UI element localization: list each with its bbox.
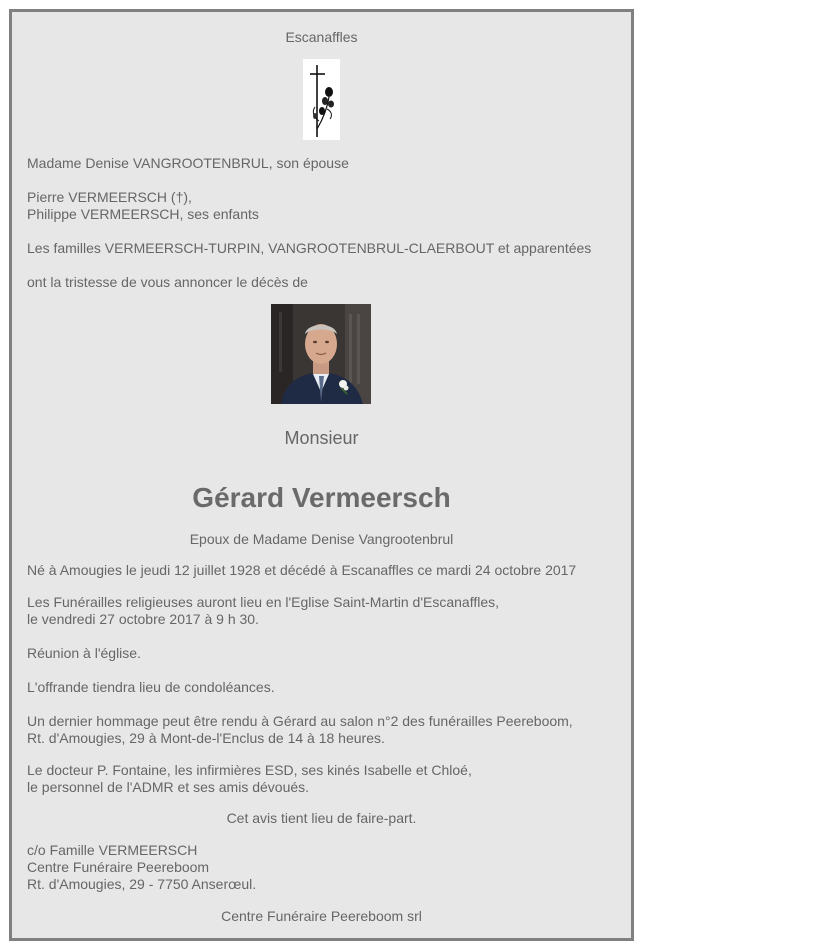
thanks-line: Le docteur P. Fontaine, les infirmières ESD, ses kinés Isabelle et Chloé,	[27, 762, 472, 778]
tribute-line: Rt. d'Amougies, 29 à Mont-de-l'Enclus de 14 à 18 heures.	[27, 730, 385, 746]
obituary-card	[9, 9, 634, 941]
child-line: Philippe VERMEERSCH, ses enfants	[27, 206, 259, 222]
spouse-of-line: Epoux de Madame Denise Vangrootenbrul	[189, 531, 454, 547]
notice-line: Cet avis tient lieu de faire-part.	[226, 810, 417, 826]
place-heading: Escanaffles	[285, 29, 358, 45]
funeral-line: le vendredi 27 octobre 2017 à 9 h 30.	[27, 611, 259, 627]
portrait-photo	[271, 304, 371, 404]
footer-company: Centre Funéraire Peereboom srl	[221, 908, 422, 924]
contact-line: Centre Funéraire Peereboom	[27, 859, 210, 875]
birth-death-line: Né à Amougies le jeudi 12 juillet 1928 et décédé à Escanaffles ce mardi 24 octobre 2017	[27, 562, 577, 578]
deceased-name: Gérard Vermeersch	[192, 482, 451, 513]
contact-line: Rt. d'Amougies, 29 - 7750 Anserœul.	[27, 876, 257, 892]
child-line: Pierre VERMEERSCH (†),	[27, 189, 192, 205]
deceased-title: Monsieur	[284, 428, 359, 448]
families-line: Les familles VERMEERSCH-TURPIN, VANGROOTENBRUL-CLAERBOUT et apparentées	[27, 240, 592, 256]
tribute-line: Un dernier hommage peut être rendu à Gérard au salon n°2 des funérailles Peereboom,	[27, 713, 573, 729]
cross-with-flower-icon	[303, 59, 340, 140]
funeral-line: Les Funérailles religieuses auront lieu en l'Eglise Saint-Martin d'Escanaffles,	[27, 594, 500, 610]
offering-line: L'offrande tiendra lieu de condoléances.	[27, 679, 275, 695]
thanks-line: le personnel de l'ADMR et ses amis dévoués.	[27, 779, 310, 795]
announce-line: ont la tristesse de vous annoncer le décès de	[27, 274, 308, 290]
contact-line: c/o Famille VERMEERSCH	[27, 842, 198, 858]
spouse-line: Madame Denise VANGROOTENBRUL, son épouse	[27, 155, 349, 171]
meeting-line: Réunion à l'église.	[27, 645, 141, 661]
